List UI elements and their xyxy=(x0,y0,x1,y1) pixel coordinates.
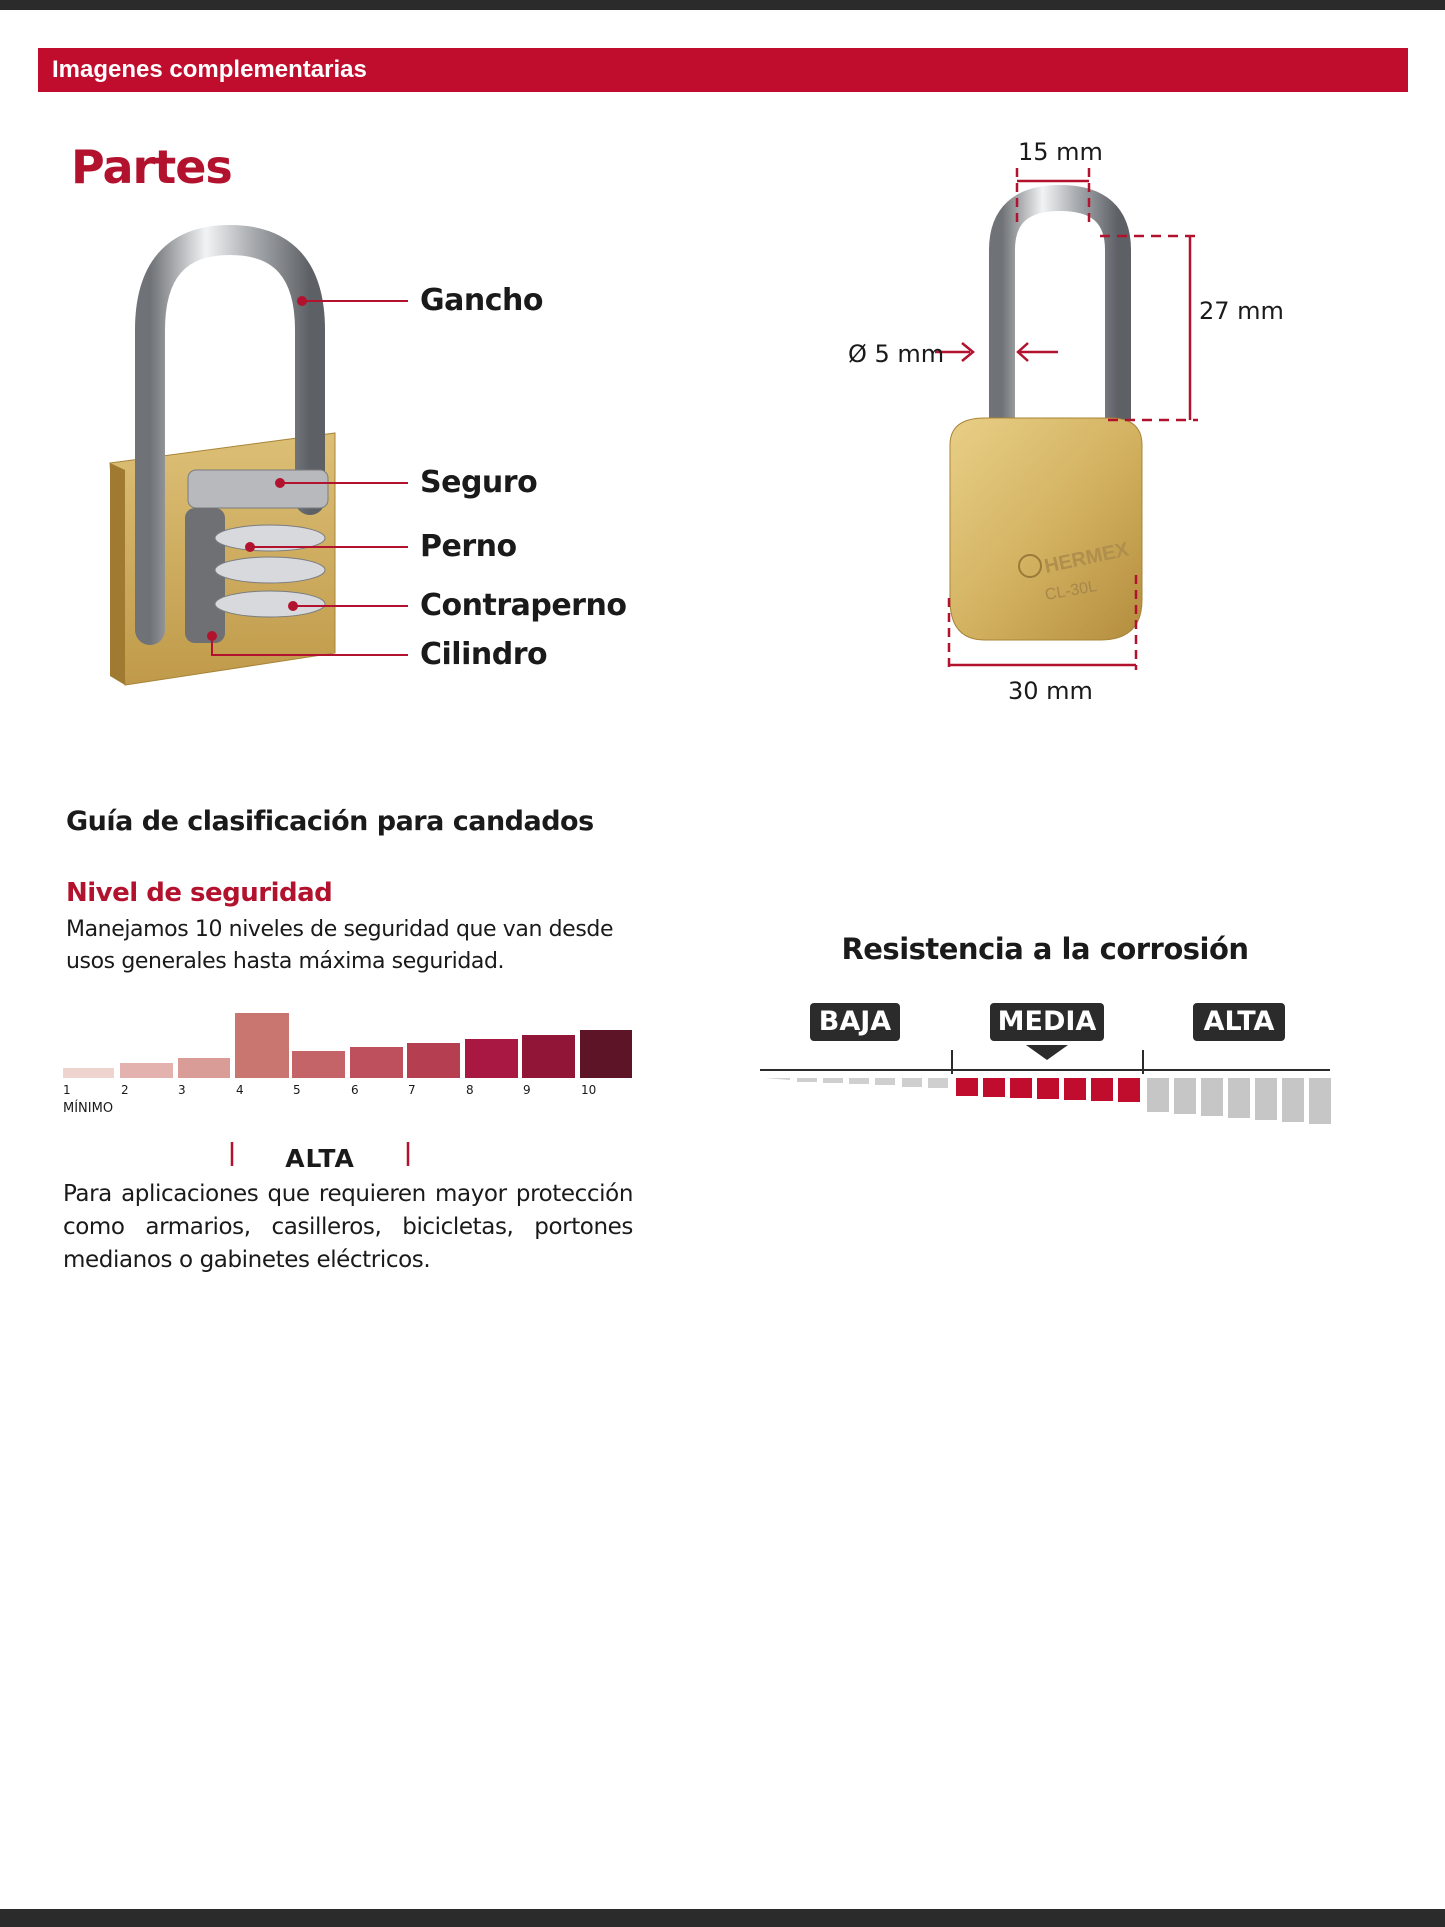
bottom-bar xyxy=(0,1909,1445,1927)
parts-title: Partes xyxy=(71,140,232,194)
security-level-number: 6 xyxy=(351,1083,359,1097)
security-level-title: Nivel de seguridad xyxy=(66,878,333,908)
security-level-bar xyxy=(407,1043,460,1078)
security-level-bar xyxy=(235,1013,289,1078)
corrosion-high-segments xyxy=(1147,1078,1331,1124)
security-level-bar xyxy=(580,1030,632,1078)
security-level-bar xyxy=(522,1035,575,1078)
security-level-bar xyxy=(178,1058,230,1078)
model-engraving: CL-30L xyxy=(1043,578,1099,604)
selected-level-description: Para aplicaciones que requieren mayor protección como armarios, casilleros, bicicletas, portones medianos o gabinetes eléctricos. xyxy=(63,1181,633,1273)
security-level-bar xyxy=(63,1068,114,1078)
corrosion-low-segments xyxy=(765,1078,948,1088)
security-level-number: 7 xyxy=(408,1083,416,1097)
section-banner: Imagenes complementarias xyxy=(38,48,1408,92)
security-level-number: 5 xyxy=(293,1083,301,1097)
corrosion-scale xyxy=(760,1045,1331,1124)
corrosion-badge-alta: ALTA xyxy=(1193,1003,1285,1041)
combination-padlock-illustration xyxy=(110,240,335,685)
part-label-perno: Perno xyxy=(420,529,517,564)
corrosion-medium-segments xyxy=(956,1078,1140,1102)
security-level-number: 4 xyxy=(236,1083,244,1097)
part-label-gancho: Gancho xyxy=(420,283,543,318)
minimum-label: MÍNIMO xyxy=(63,1101,114,1116)
dim-shackle-diameter: Ø 5 mm xyxy=(848,340,945,368)
security-level-bar xyxy=(120,1063,173,1078)
security-level-bar xyxy=(292,1051,345,1078)
selected-security-level: ALTA xyxy=(285,1144,355,1173)
security-level-number: 2 xyxy=(121,1083,129,1097)
dim-body-width: 30 mm xyxy=(1008,677,1093,705)
corrosion-badge-media: MEDIA xyxy=(990,1003,1104,1041)
part-label-seguro: Seguro xyxy=(420,465,538,500)
selected-indicator-arrow xyxy=(1026,1045,1068,1060)
brand-engraving: HERMEX xyxy=(1042,538,1131,578)
part-label-cilindro: Cilindro xyxy=(420,637,548,672)
security-level-description: Manejamos 10 niveles de seguridad que van desde usos generales hasta máxima seguridad. xyxy=(66,917,614,974)
security-level-number: 9 xyxy=(523,1083,531,1097)
dim-shackle-height: 27 mm xyxy=(1199,297,1284,325)
corrosion-badge-baja: BAJA xyxy=(810,1003,900,1041)
dim-shackle-width: 15 mm xyxy=(1018,138,1103,166)
security-level-number: 8 xyxy=(466,1083,474,1097)
guide-title: Guía de clasificación para candados xyxy=(66,806,594,837)
security-level-scale xyxy=(63,1013,632,1078)
part-label-contraperno: Contraperno xyxy=(420,588,627,623)
security-level-number: 10 xyxy=(581,1083,597,1097)
corrosion-title: Resistencia a la corrosión xyxy=(841,932,1249,966)
security-level-bar xyxy=(465,1039,518,1078)
security-level-number: 3 xyxy=(178,1083,186,1097)
security-level-number: 1 xyxy=(63,1083,71,1097)
security-level-bar xyxy=(350,1047,403,1078)
